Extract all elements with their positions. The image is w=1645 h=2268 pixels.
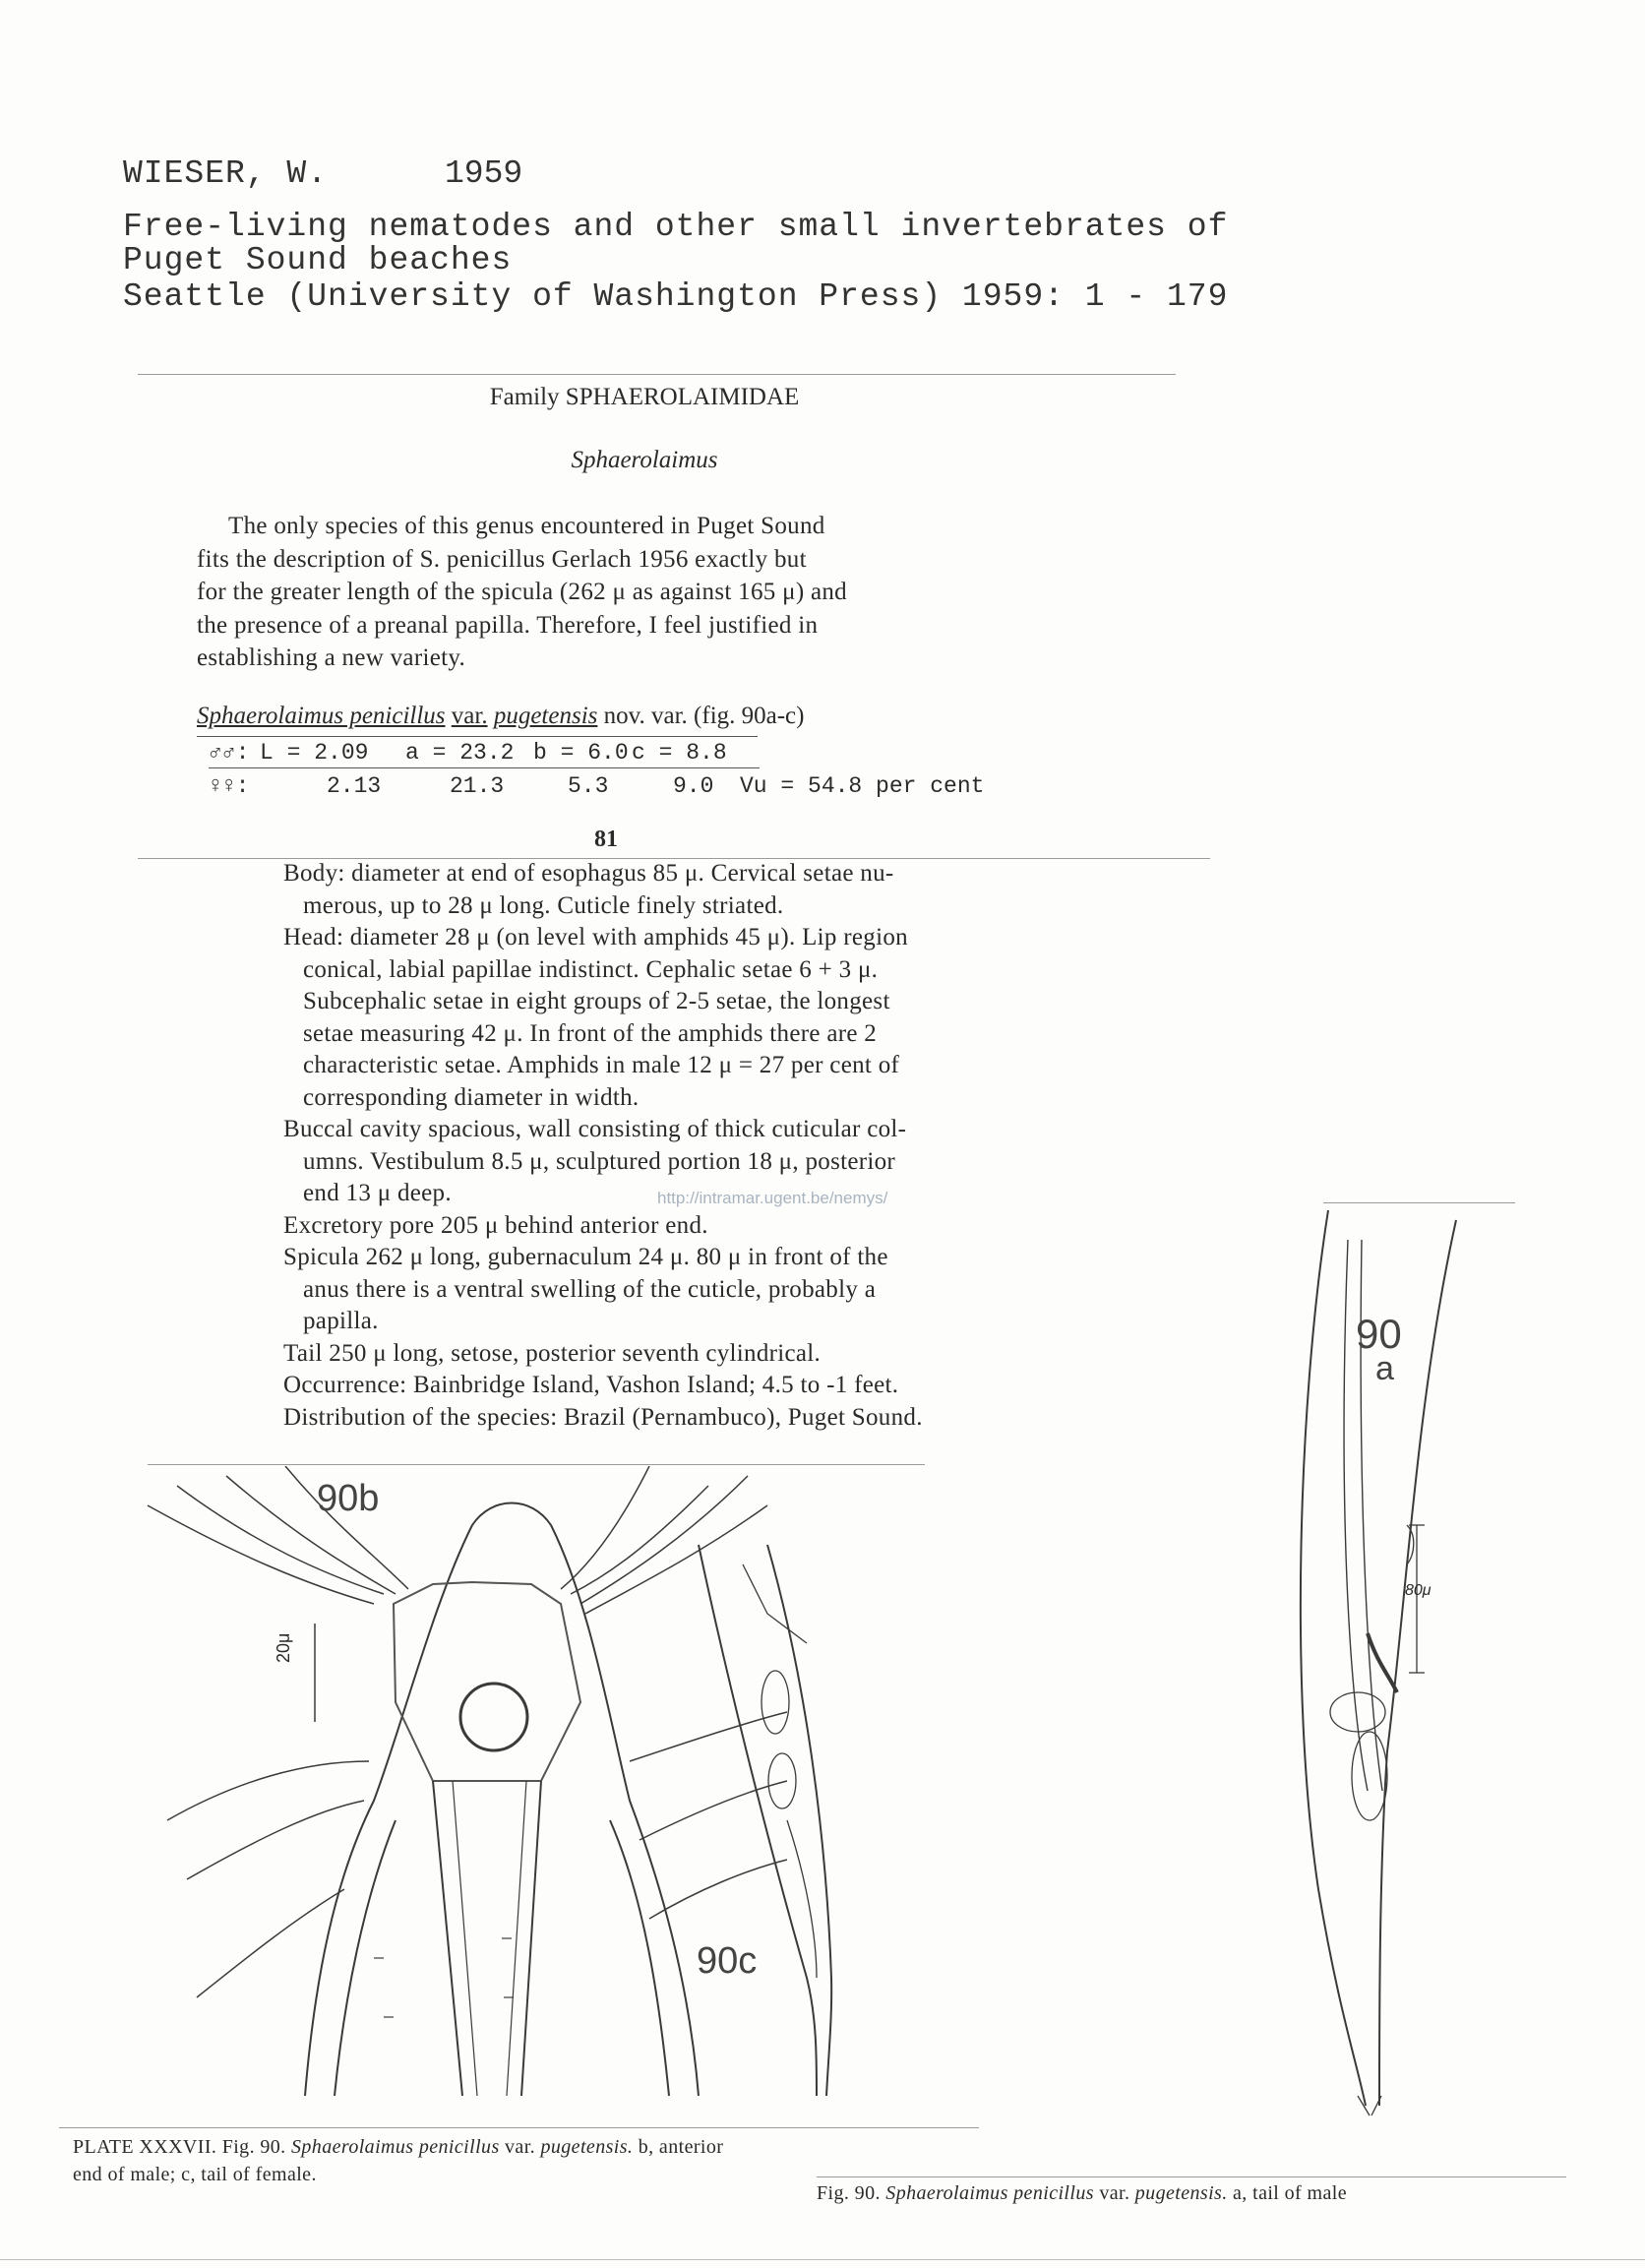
description-line: conical, labial papillae indistinct. Cephalic setae 6 + 3 μ. — [303, 955, 879, 983]
description-line: Tail 250 μ long, setose, posterior seventh cylindrical. — [283, 1339, 822, 1367]
caption-rest: b, anterior — [638, 2136, 724, 2158]
description-line: anus there is a ventral swelling of the cuticle, probably a — [303, 1275, 877, 1303]
female-vu: Vu = 54.8 per cent — [740, 773, 985, 799]
citation-title-line-1: Free-living nematodes and other small invertebrates of — [123, 209, 1229, 245]
caption-right-species: Sphaerolaimus penicillus — [885, 2182, 1094, 2204]
species-var-name: pugetensis — [493, 703, 598, 729]
figure-top-divider — [148, 1464, 925, 1465]
caption-species: Sphaerolaimus penicillus — [291, 2136, 500, 2158]
caption-divider-right — [817, 2176, 1566, 2177]
citation-title-line-2: Puget Sound beaches — [123, 242, 513, 278]
figure-90a — [1259, 1200, 1554, 2125]
caption-right-fig: Fig. 90. — [817, 2182, 881, 2204]
scale-label-80: 80μ — [1405, 1582, 1432, 1599]
intro-line: the presence of a preanal papilla. Therefore, I feel justified in — [197, 611, 819, 639]
male-c: c = 8.8 — [632, 740, 727, 766]
species-underline — [197, 736, 758, 737]
caption-left — [73, 2133, 978, 2188]
intro-line: fits the description of S. penicillus Gerlach 1956 exactly but — [197, 545, 807, 573]
figure-label-90c: 90c — [697, 1940, 758, 1982]
caption-var: var. — [505, 2136, 536, 2158]
male-row-underline — [209, 767, 760, 768]
description-line: Spicula 262 μ long, gubernaculum 24 μ. 80 μ in front of the — [283, 1244, 888, 1270]
male-label: ♂♂: — [209, 740, 250, 766]
description-line: Head: diameter 28 μ (on level with amphids 45 μ). Lip region — [283, 924, 908, 950]
citation-year: 1959 — [445, 155, 523, 192]
figure-90b-90c — [138, 1466, 925, 2115]
caption-fig: Fig. 90. — [221, 2136, 286, 2158]
female-c: 9.0 — [673, 773, 714, 799]
female-label: ♀♀: — [209, 773, 250, 799]
description-line: merous, up to 28 μ long. Cuticle finely striated. — [303, 891, 784, 919]
species-description — [283, 858, 1159, 1434]
description-line: setae measuring 42 μ. In front of the amphids there are 2 — [303, 1019, 878, 1047]
female-L: 2.13 — [327, 773, 382, 799]
figure-label-90b: 90b — [317, 1478, 380, 1519]
species-var-word: var. — [451, 703, 488, 729]
figure-label-90a-letter: a — [1375, 1350, 1394, 1387]
intro-line: The only species of this genus encountered in Puget Sound — [228, 513, 825, 539]
page-number: 81 — [594, 827, 618, 852]
species-line — [197, 703, 804, 730]
caption-right-var: var. — [1099, 2182, 1130, 2204]
male-a: a = 23.2 — [405, 740, 515, 766]
top-divider — [138, 374, 1176, 375]
description-line: Occurrence: Bainbridge Island, Vashon Island; 4.5 to -1 feet. — [283, 1372, 899, 1398]
description-line: Distribution of the species: Brazil (Pernambuco), Puget Sound. — [283, 1403, 923, 1431]
intro-line: establishing a new variety. — [197, 644, 466, 671]
description-line: characteristic setae. Amphids in male 12 μ = 27 per cent of — [303, 1052, 900, 1078]
intro-paragraph — [197, 510, 1063, 675]
bottom-edge-rule — [0, 2259, 1645, 2260]
male-b: b = 6.0 — [533, 740, 629, 766]
species-name: Sphaerolaimus penicillus — [197, 703, 446, 729]
citation-author: WIESER, W. — [123, 155, 329, 192]
male-L: L = 2.09 — [260, 740, 369, 766]
figure-label-90a-number: 90 — [1356, 1311, 1402, 1357]
genus-heading: Sphaerolaimus — [571, 447, 718, 473]
watermark-url: http://intramar.ugent.be/nemys/ — [657, 1189, 888, 1207]
intro-line: for the greater length of the spicula (262 μ as against 165 μ) and — [197, 579, 847, 605]
female-b: 5.3 — [568, 773, 609, 799]
description-line: end 13 μ deep. — [303, 1180, 452, 1206]
description-line: Buccal cavity spacious, wall consisting of thick cuticular col- — [283, 1116, 907, 1142]
caption-plate: PLATE XXXVII. — [73, 2136, 217, 2158]
caption-line-2: end of male; c, tail of female. — [73, 2164, 317, 2185]
scale-label-20: 20μ — [274, 1632, 293, 1663]
figure-90a-top-rule — [1323, 1202, 1515, 1203]
caption-divider-left — [59, 2127, 979, 2128]
description-line: Subcephalic setae in eight groups of 2-5 setae, the longest — [303, 988, 890, 1014]
caption-var-name: pugetensis. — [540, 2136, 634, 2158]
description-line: papilla. — [303, 1308, 379, 1334]
species-suffix: nov. var. (fig. 90a-c) — [603, 703, 805, 729]
caption-right-var-name: pugetensis. — [1134, 2182, 1228, 2204]
description-line: Excretory pore 205 μ behind anterior end. — [283, 1211, 708, 1239]
caption-right — [817, 2182, 1347, 2205]
caption-right-rest: a, tail of male — [1233, 2182, 1347, 2204]
family-heading: Family SPHAEROLAIMIDAE — [489, 384, 800, 410]
description-line: Body: diameter at end of esophagus 85 μ. Cervical setae nu- — [283, 860, 894, 887]
description-line: umns. Vestibulum 8.5 μ, sculptured portion 18 μ, posterior — [303, 1147, 896, 1175]
citation-publisher: Seattle (University of Washington Press) 1959: 1 - 179 — [123, 278, 1229, 315]
description-line: corresponding diameter in width. — [303, 1083, 640, 1111]
female-a: 21.3 — [450, 773, 505, 799]
